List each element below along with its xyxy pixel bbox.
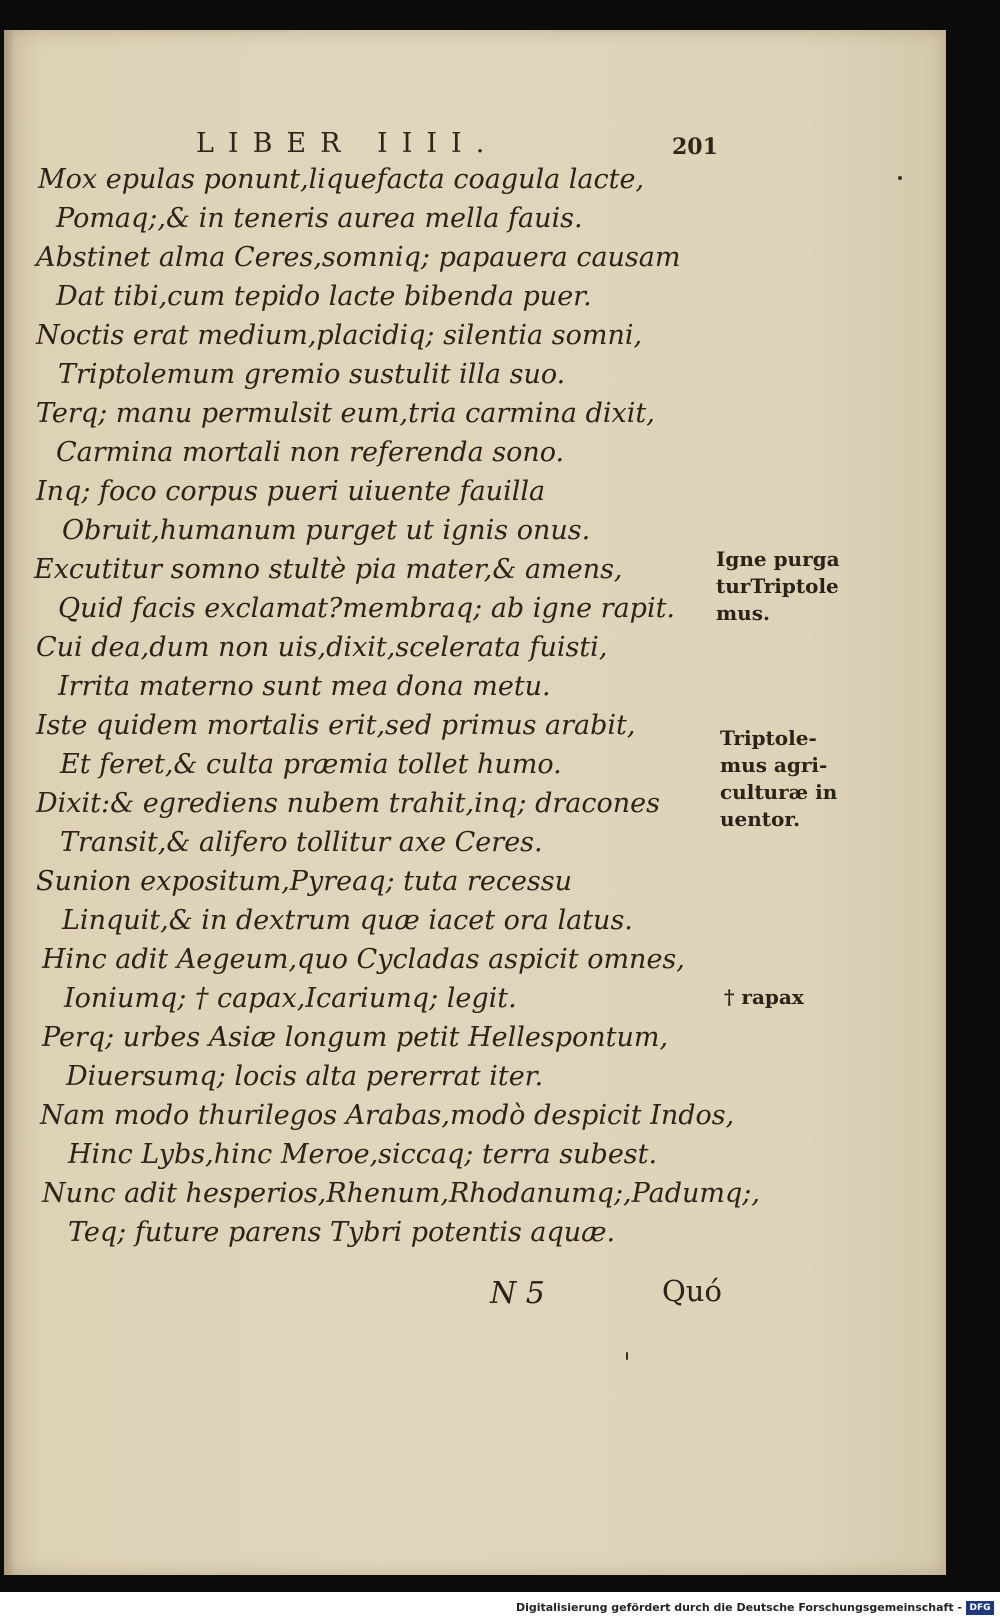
paper-speck bbox=[898, 176, 902, 180]
marginal-note: Triptole- mus agri- culturæ in uentor. bbox=[720, 726, 838, 831]
verse-line: Nam modo thurilegos Arabas,modò despicit Indos, bbox=[40, 1100, 735, 1131]
paper-speck bbox=[626, 1352, 628, 1360]
verse-line: Abstinet alma Ceres,somniq; papauera causam bbox=[36, 242, 681, 273]
verse-line: Transit,& alifero tollitur axe Ceres. bbox=[60, 827, 543, 858]
footer-bar bbox=[0, 1592, 1000, 1620]
verse-line: Perq; urbes Asiæ longum petit Hellespontum, bbox=[42, 1022, 669, 1053]
verse-line: Sunion expositum,Pyreaq; tuta recessu bbox=[36, 866, 573, 897]
running-title: LIBER IIII. bbox=[196, 128, 499, 159]
verse-line: Dixit:& egrediens nubem trahit,inq; dracones bbox=[36, 788, 660, 819]
verse-line: Irrita materno sunt mea dona metu. bbox=[58, 671, 551, 702]
verse-line: Hinc adit Aegeum,quo Cycladas aspicit omnes, bbox=[42, 944, 685, 975]
verse-line: Iste quidem mortalis erit,sed primus arabit, bbox=[36, 710, 636, 741]
verse-line: Et feret,& culta præmia tollet humo. bbox=[60, 749, 562, 780]
verse-line: Obruit,humanum purget ut ignis onus. bbox=[62, 515, 591, 546]
dfg-logo-icon: DFG bbox=[966, 1601, 994, 1615]
verse-line: Terq; manu permulsit eum,tria carmina dixit, bbox=[36, 398, 655, 429]
verse-line: Hinc Lybs,hinc Meroe,siccaq; terra subest. bbox=[68, 1139, 658, 1170]
verse-line: Teq; future parens Tybri potentis aquæ. bbox=[68, 1217, 616, 1248]
folio-number: 201 bbox=[672, 134, 718, 160]
verse-line: Ioniumq; † capax,Icariumq; legit. bbox=[64, 983, 517, 1014]
page-gutter-shadow bbox=[4, 30, 14, 1575]
marginal-note: † rapax bbox=[724, 985, 804, 1009]
signature-mark: N 5 bbox=[490, 1276, 545, 1311]
verse-line: Diuersumq; locis alta pererrat iter. bbox=[66, 1061, 544, 1092]
verse-line: Quid facis exclamat?membraq; ab igne rapit. bbox=[58, 593, 676, 624]
verse-line: Carmina mortali non referenda sono. bbox=[56, 437, 565, 468]
verse-line: Mox epulas ponunt,liquefacta coagula lacte, bbox=[38, 164, 645, 195]
verse-line: Cui dea,dum non uis,dixit,scelerata fuisti, bbox=[36, 632, 608, 663]
verse-line: Excutitur somno stultè pia mater,& amens, bbox=[34, 554, 623, 585]
verse-line: Noctis erat medium,placidiq; silentia somni, bbox=[36, 320, 643, 351]
verse-line: Dat tibi,cum tepido lacte bibenda puer. bbox=[56, 281, 592, 312]
marginal-note: Igne purga turTriptole mus. bbox=[716, 547, 840, 625]
verse-line: Triptolemum gremio sustulit illa suo. bbox=[58, 359, 566, 390]
verse-line: Pomaq;,& in teneris aurea mella fauis. bbox=[56, 203, 583, 234]
funding-credit: Digitalisierung gefördert durch die Deutsche Forschungsgemeinschaft - bbox=[515, 1601, 962, 1614]
verse-line: Inq; foco corpus pueri uiuente fauilla bbox=[36, 476, 546, 507]
catchword: Quó bbox=[662, 1274, 722, 1308]
verse-line: Nunc adit hesperios,Rhenum,Rhodanumq;,Padumq;, bbox=[42, 1178, 760, 1209]
verse-line: Linquit,& in dextrum quæ iacet ora latus. bbox=[62, 905, 633, 936]
